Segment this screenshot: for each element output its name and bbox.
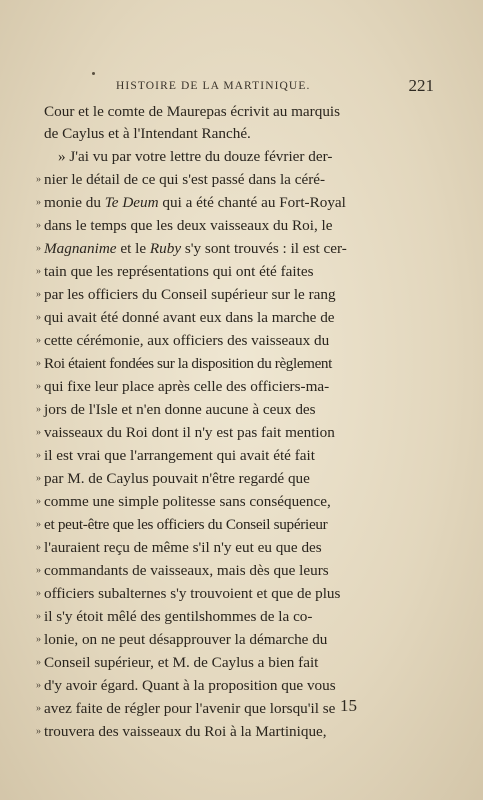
text-line: vaisseaux du Roi dont il n'y est pas fait mention: [44, 424, 335, 441]
text-line: commandants de vaisseaux, mais dès que leurs: [44, 562, 329, 579]
page-number: 221: [408, 76, 434, 95]
quote-mark: »: [36, 450, 41, 461]
signature-mark: 15: [340, 696, 357, 715]
text-line: l'auraient reçu de même s'il n'y eut eu que des: [44, 539, 322, 556]
quote-mark: »: [36, 726, 41, 737]
quote-mark: »: [36, 565, 41, 576]
italic-title: Te Deum: [104, 194, 159, 211]
page-header: [52, 76, 432, 96]
quote-mark: »: [36, 312, 41, 323]
quote-mark: »: [36, 680, 41, 691]
quote-mark: »: [36, 634, 41, 645]
quote-mark: »: [36, 427, 41, 438]
quote-mark: »: [36, 220, 41, 231]
text-line: Conseil supérieur, et M. de Caylus a bien fait: [44, 654, 319, 671]
text-line: trouvera des vaisseaux du Roi à la Martinique,: [44, 723, 327, 740]
text-line: nier le détail de ce qui s'est passé dans la céré-: [44, 171, 326, 188]
quote-mark: »: [36, 266, 41, 277]
text-line: il s'y étoit mêlé des gentilshommes de la co-: [44, 608, 313, 625]
quote-mark: »: [36, 519, 41, 530]
quote-mark: »: [36, 197, 41, 208]
quote-mark: »: [36, 289, 41, 300]
quote-mark: »: [36, 611, 41, 622]
quote-mark: »: [36, 703, 41, 714]
text-line: Cour et le comte de Maurepas écrivit au marquis: [44, 103, 341, 120]
quote-mark: »: [36, 358, 41, 369]
quote-mark: »: [36, 588, 41, 599]
text-line: de Caylus et à l'Intendant Ranché.: [44, 125, 251, 142]
text-line: qui avait été donné avant eux dans la marche de: [44, 309, 335, 326]
quote-mark: »: [36, 174, 41, 185]
text-line: et peut-être que les officiers du Conseil supérieur: [44, 516, 328, 533]
quote-mark: »: [36, 496, 41, 507]
text-line: il est vrai que l'arrangement qui avait été fait: [44, 447, 315, 464]
ink-speck: [92, 72, 95, 75]
quote-mark: »: [36, 542, 41, 553]
text-line: Roi étaient fondées sur la disposition du règlement: [44, 355, 332, 372]
quote-mark: »: [36, 404, 41, 415]
text-line: tain que les représentations qui ont été faites: [44, 263, 314, 280]
text-line: dans le temps que les deux vaisseaux du Roi, le: [44, 217, 333, 234]
text-line: d'y avoir égard. Quant à la proposition que vous: [44, 677, 336, 694]
quote-mark: »: [36, 473, 41, 484]
text-line: cette cérémonie, aux officiers des vaisseaux du: [44, 332, 330, 349]
italic-title: Magnanime: [44, 240, 117, 257]
text-line: comme une simple politesse sans conséquence,: [44, 493, 331, 510]
text-line: par les officiers du Conseil supérieur sur le rang: [44, 286, 336, 303]
text-line: par M. de Caylus pouvait n'être regardé que: [44, 470, 310, 487]
quote-mark: »: [36, 381, 41, 392]
text-line: avez faite de régler pour l'avenir que lorsqu'il se: [44, 700, 336, 717]
text-line: qui fixe leur place après celle des officiers-ma-: [44, 378, 330, 395]
text-line: officiers subalternes s'y trouvoient et que de plus: [44, 585, 341, 602]
text-line: monie du Te Deum qui a été chanté au Fort-Royal: [44, 194, 346, 211]
text-line: » J'ai vu par votre lettre du douze février der-: [58, 148, 333, 165]
text-line: Magnanime et le Ruby s'y sont trouvés : il est cer-: [44, 240, 347, 257]
text-line: jors de l'Isle et n'en donne aucune à ceux des: [44, 401, 316, 418]
quote-mark: »: [36, 335, 41, 346]
text-line: lonie, on ne peut désapprouver la démarche du: [44, 631, 328, 648]
running-title: HISTOIRE DE LA MARTINIQUE.: [116, 80, 311, 92]
quote-mark: »: [36, 657, 41, 668]
italic-title: Ruby: [149, 240, 182, 257]
quote-mark: »: [36, 243, 41, 254]
